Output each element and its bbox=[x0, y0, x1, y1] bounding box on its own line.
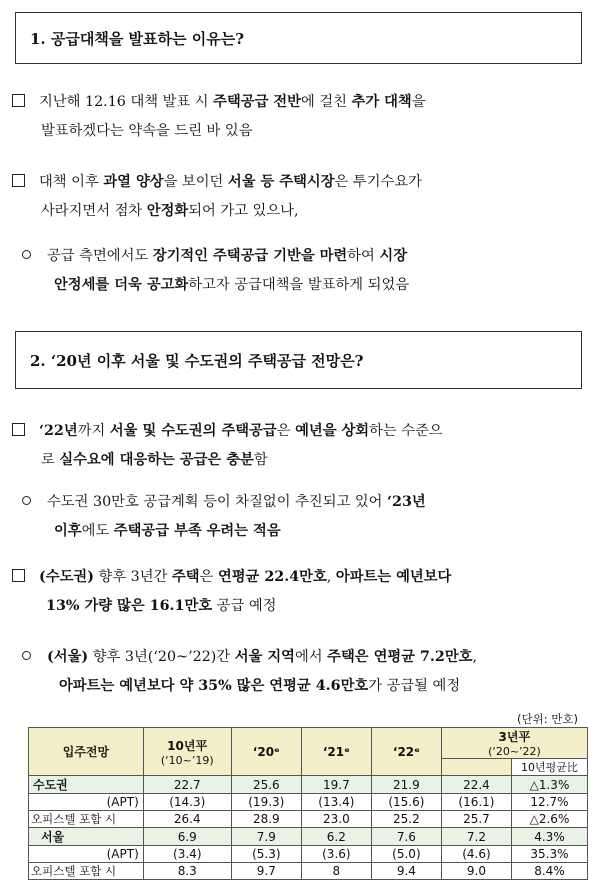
cell: △2.6% bbox=[511, 811, 587, 828]
cell: (3.6) bbox=[301, 846, 371, 863]
cell: 9.4 bbox=[371, 863, 441, 880]
row-label: 오피스텔 포함 시 bbox=[29, 811, 144, 828]
text: 대책 이후 bbox=[39, 174, 104, 190]
circle-bullet-icon bbox=[22, 496, 31, 505]
text: 하고자 공급대책을 발표하게 되었음 bbox=[188, 277, 410, 293]
emphasis: 실수요에 대응하는 공급은 충분 bbox=[59, 452, 254, 468]
question-1-title: 1. 공급대책을 발표하는 이유는? bbox=[30, 29, 244, 48]
q2-paragraph-2 bbox=[22, 488, 588, 546]
text: 공급 예정 bbox=[212, 598, 277, 614]
cell: 28.9 bbox=[231, 811, 301, 828]
cell: 7.6 bbox=[371, 828, 441, 846]
question-2-box bbox=[15, 331, 582, 389]
cell: 8 bbox=[301, 863, 371, 880]
text: , bbox=[326, 569, 336, 585]
cell: 6.9 bbox=[143, 828, 231, 846]
q1-paragraph-2 bbox=[12, 168, 588, 226]
header-y20: ‘20ᵉ bbox=[231, 728, 301, 776]
square-bullet-icon bbox=[12, 174, 25, 187]
cell: 23.0 bbox=[301, 811, 371, 828]
text: 로 bbox=[41, 452, 60, 468]
text: 수도권 30만호 공급계획 등이 차질없이 추진되고 있어 bbox=[47, 494, 388, 510]
table-unit-label: (단위: 만호) bbox=[517, 712, 578, 726]
cell: 21.9 bbox=[371, 776, 441, 794]
table-row bbox=[29, 846, 588, 863]
text: 을 bbox=[411, 94, 426, 110]
header-avg3-text: 3년平 bbox=[498, 730, 531, 744]
text: 은 투기수요가 bbox=[334, 174, 422, 190]
emphasis: 과열 양상 bbox=[103, 174, 164, 190]
cell: (14.3) bbox=[143, 794, 231, 811]
header-avg3 bbox=[441, 728, 587, 759]
text: 되어 가고 있으나, bbox=[188, 203, 299, 219]
text: 은 bbox=[276, 423, 296, 439]
emphasis: 예년을 상회 bbox=[295, 423, 370, 439]
emphasis: 13% 가량 많은 16.1만호 bbox=[46, 598, 213, 614]
q2-paragraph-1 bbox=[12, 417, 588, 475]
text: 발표하겠다는 약속을 드린 바 있음 bbox=[41, 123, 253, 139]
emphasis: ‘23년 bbox=[387, 494, 426, 510]
header-avg3-empty bbox=[441, 759, 511, 776]
text: 에 걸친 bbox=[300, 94, 352, 110]
row-label: (APT) bbox=[29, 794, 144, 811]
text: 하는 수준으 bbox=[369, 423, 443, 439]
cell: (3.4) bbox=[143, 846, 231, 863]
header-avg10-text: 10년平 bbox=[167, 738, 208, 753]
text: 을 보이던 bbox=[163, 174, 228, 190]
emphasis: 안정화 bbox=[146, 203, 189, 219]
cell: △1.3% bbox=[511, 776, 587, 794]
emphasis: 아파트는 예년보다 약 35% 많은 연평균 4.6만호 bbox=[59, 678, 369, 694]
emphasis: 주택 bbox=[171, 569, 200, 585]
cell: (5.3) bbox=[231, 846, 301, 863]
text: 지난해 12.16 대책 발표 시 bbox=[39, 94, 214, 110]
emphasis: (수도권) bbox=[39, 569, 94, 585]
q2-paragraph-4 bbox=[22, 643, 588, 701]
emphasis: 장기적인 주택공급 기반을 마련 bbox=[152, 248, 348, 264]
circle-bullet-icon bbox=[22, 651, 31, 660]
table-row bbox=[29, 828, 588, 846]
text: 가 공급될 예정 bbox=[368, 678, 461, 694]
text: 까지 bbox=[77, 423, 110, 439]
cell: 26.4 bbox=[143, 811, 231, 828]
emphasis: 아파트는 예년보다 bbox=[335, 569, 452, 585]
text: 함 bbox=[253, 452, 268, 468]
row-label: 수도권 bbox=[29, 776, 144, 794]
cell: 9.7 bbox=[231, 863, 301, 880]
emphasis: 연평균 22.4만호 bbox=[217, 569, 327, 585]
cell: 4.3% bbox=[511, 828, 587, 846]
cell: (19.3) bbox=[231, 794, 301, 811]
header-avg10-range: (‘10~’19) bbox=[160, 753, 214, 767]
emphasis: 서울 지역 bbox=[234, 649, 295, 665]
table-row bbox=[29, 794, 588, 811]
cell: 6.2 bbox=[301, 828, 371, 846]
text: 사라지면서 점차 bbox=[41, 203, 147, 219]
cell: 8.4% bbox=[511, 863, 587, 880]
emphasis: 시장 bbox=[379, 248, 408, 264]
header-y21: ‘21ᵉ bbox=[301, 728, 371, 776]
q1-paragraph-3 bbox=[22, 242, 588, 300]
cell: (16.1) bbox=[441, 794, 511, 811]
emphasis: 추가 대책 bbox=[351, 94, 412, 110]
row-label: (APT) bbox=[29, 846, 144, 863]
cell: 22.7 bbox=[143, 776, 231, 794]
q1-paragraph-1 bbox=[12, 88, 588, 146]
emphasis: 서울 등 주택시장 bbox=[227, 174, 335, 190]
emphasis: 주택은 연평균 7.2만호 bbox=[327, 649, 473, 665]
question-2-title: 2. ‘20년 이후 서울 및 수도권의 주택공급 전망은? bbox=[30, 351, 364, 370]
emphasis: (서울) bbox=[47, 649, 89, 665]
emphasis: 이후 bbox=[54, 523, 82, 539]
text: 은 bbox=[199, 569, 218, 585]
row-label: 오피스텔 포함 시 bbox=[29, 863, 144, 880]
header-avg10 bbox=[143, 728, 231, 776]
emphasis: 안정세를 더욱 공고화 bbox=[54, 277, 189, 293]
question-1-box bbox=[15, 12, 582, 64]
cell: 7.2 bbox=[441, 828, 511, 846]
cell: (13.4) bbox=[301, 794, 371, 811]
text: 에서 bbox=[294, 649, 328, 665]
text: 하여 bbox=[347, 248, 380, 264]
emphasis: ‘22년 bbox=[39, 423, 78, 439]
table-row bbox=[29, 811, 588, 828]
cell: 7.9 bbox=[231, 828, 301, 846]
text: 공급 측면에서도 bbox=[47, 248, 153, 264]
cell: 19.7 bbox=[301, 776, 371, 794]
cell: 9.0 bbox=[441, 863, 511, 880]
cell: (5.0) bbox=[371, 846, 441, 863]
square-bullet-icon bbox=[12, 569, 25, 582]
emphasis: 서울 및 수도권의 주택공급 bbox=[109, 423, 277, 439]
header-ratio: 10년평균比 bbox=[511, 759, 587, 776]
cell: 25.6 bbox=[231, 776, 301, 794]
header-label: 입주전망 bbox=[29, 728, 144, 776]
emphasis: 주택공급 전반 bbox=[213, 94, 301, 110]
table-row bbox=[29, 776, 588, 794]
cell: 22.4 bbox=[441, 776, 511, 794]
header-y22: ‘22ᵉ bbox=[371, 728, 441, 776]
q2-paragraph-3 bbox=[12, 563, 588, 621]
cell: 25.2 bbox=[371, 811, 441, 828]
text: 에도 bbox=[81, 523, 114, 539]
housing-supply-table bbox=[28, 727, 588, 880]
text: 향후 3년간 bbox=[93, 569, 172, 585]
text: 향후 3년(‘20~’22)간 bbox=[88, 649, 235, 665]
cell: (15.6) bbox=[371, 794, 441, 811]
cell: 12.7% bbox=[511, 794, 587, 811]
cell: 25.7 bbox=[441, 811, 511, 828]
square-bullet-icon bbox=[12, 423, 25, 436]
cell: 35.3% bbox=[511, 846, 587, 863]
cell: (4.6) bbox=[441, 846, 511, 863]
table-row bbox=[29, 863, 588, 880]
emphasis: 주택공급 부족 우려는 적음 bbox=[113, 523, 281, 539]
cell: 8.3 bbox=[143, 863, 231, 880]
square-bullet-icon bbox=[12, 94, 25, 107]
row-label: 서울 bbox=[29, 828, 144, 846]
header-avg3-range: (‘20~’22) bbox=[488, 745, 541, 758]
text: , bbox=[472, 649, 478, 665]
circle-bullet-icon bbox=[22, 250, 31, 259]
